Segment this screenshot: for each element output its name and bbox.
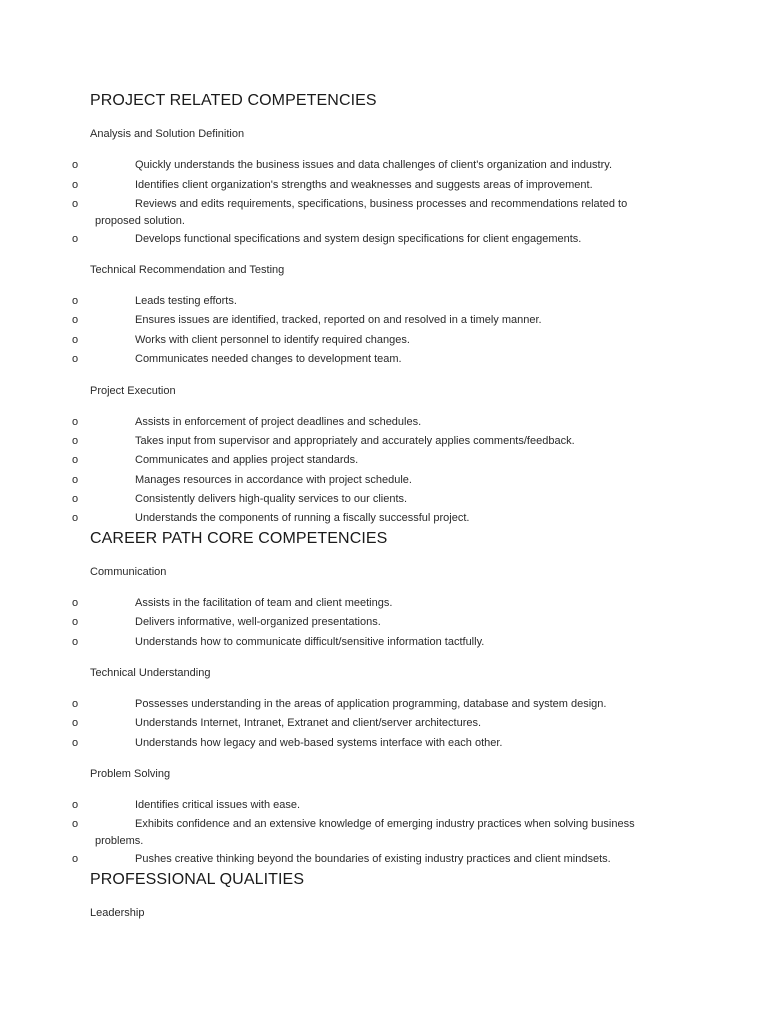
list-item [0, 157, 768, 174]
bullet-marker: o [72, 435, 79, 447]
bullet-marker: o [72, 474, 79, 486]
bullet-marker: o [72, 597, 79, 609]
section-heading: PROJECT RELATED COMPETENCIES [90, 92, 377, 109]
bullet-marker: o [72, 295, 79, 307]
list-item [0, 196, 768, 229]
list-item-text: Ensures issues are identified, tracked, reported on and resolved in a timely manner. [135, 314, 542, 326]
bullet-marker: o [72, 818, 79, 830]
list-item-text: Takes input from supervisor and appropriately and accurately applies comments/feedback. [135, 435, 575, 447]
list-item-text: Assists in enforcement of project deadlines and schedules. [135, 416, 422, 428]
bullet-marker: o [72, 853, 79, 865]
subsection-title: Communication [90, 566, 167, 578]
bullet-marker: o [72, 493, 79, 505]
bullet-marker: o [72, 179, 79, 191]
list-item [0, 851, 768, 868]
list-item-text: Manages resources in accordance with project schedule. [135, 474, 412, 486]
list-item [0, 312, 768, 329]
list-item-text: Quickly understands the business issues and data challenges of client's organization and industry. [135, 159, 613, 171]
bullet-marker: o [72, 636, 79, 648]
section-heading: PROFESSIONAL QUALITIES [90, 871, 305, 888]
list-item [0, 715, 768, 732]
list-item [0, 452, 768, 469]
list-item-text: Identifies client organization's strengths and weaknesses and suggests areas of improvement. [135, 179, 593, 191]
list-item [0, 293, 768, 310]
bullet-marker: o [72, 512, 79, 524]
bullet-marker: o [72, 737, 79, 749]
bullet-marker: o [72, 698, 79, 710]
list-item-text: Possesses understanding in the areas of application programming, database and system design. [135, 698, 607, 710]
list-item-text: Consistently delivers high-quality services to our clients. [135, 493, 408, 505]
bullet-marker: o [72, 454, 79, 466]
section-heading: CAREER PATH CORE COMPETENCIES [90, 530, 388, 547]
list-item [0, 491, 768, 508]
subsection-title: Technical Understanding [90, 667, 211, 679]
list-item-text: Pushes creative thinking beyond the boundaries of existing industry practices and client mindsets. [135, 853, 611, 865]
list-item [0, 177, 768, 194]
list-item-text: Communicates and applies project standards. [135, 454, 359, 466]
list-item-text: Develops functional specifications and system design specifications for client engagements. [135, 233, 582, 245]
list-item [0, 595, 768, 612]
bullet-marker: o [72, 159, 79, 171]
list-item-text: Works with client personnel to identify required changes. [135, 334, 410, 346]
list-item-text: Exhibits confidence and an extensive knowledge of emerging industry practices when solving business problems. [95, 818, 635, 847]
list-item-text: Reviews and edits requirements, specifications, business processes and recommendations related to proposed solution. [95, 198, 628, 227]
bullet-marker: o [72, 416, 79, 428]
list-item [0, 351, 768, 368]
list-item-text: Communicates needed changes to development team. [135, 353, 402, 365]
subsection-title: Analysis and Solution Definition [90, 128, 245, 140]
list-item [0, 735, 768, 752]
bullet-marker: o [72, 799, 79, 811]
bullet-marker: o [72, 717, 79, 729]
list-item [0, 231, 768, 248]
bullet-marker: o [72, 353, 79, 365]
list-item [0, 797, 768, 814]
bullet-marker: o [72, 233, 79, 245]
subsection-title: Technical Recommendation and Testing [90, 264, 285, 276]
list-item-text: Understands the components of running a fiscally successful project. [135, 512, 470, 524]
bullet-marker: o [72, 616, 79, 628]
list-item [0, 696, 768, 713]
list-item [0, 472, 768, 489]
list-item-text: Leads testing efforts. [135, 295, 237, 307]
subsection-title: Project Execution [90, 385, 176, 397]
list-item [0, 614, 768, 631]
list-item [0, 332, 768, 349]
list-item [0, 816, 768, 849]
list-item-text: Delivers informative, well-organized presentations. [135, 616, 381, 628]
list-item [0, 414, 768, 431]
subsection-title: Problem Solving [90, 768, 171, 780]
list-item-text: Understands Internet, Intranet, Extranet and client/server architectures. [135, 717, 482, 729]
list-item-text: Assists in the facilitation of team and client meetings. [135, 597, 393, 609]
list-item-text: Identifies critical issues with ease. [135, 799, 301, 811]
bullet-marker: o [72, 314, 79, 326]
list-item-text: Understands how legacy and web-based systems interface with each other. [135, 737, 503, 749]
list-item [0, 510, 768, 527]
list-item [0, 433, 768, 450]
subsection-title: Leadership [90, 907, 145, 919]
bullet-marker: o [72, 198, 79, 210]
list-item [0, 634, 768, 651]
bullet-marker: o [72, 334, 79, 346]
list-item-text: Understands how to communicate difficult/sensitive information tactfully. [135, 636, 485, 648]
